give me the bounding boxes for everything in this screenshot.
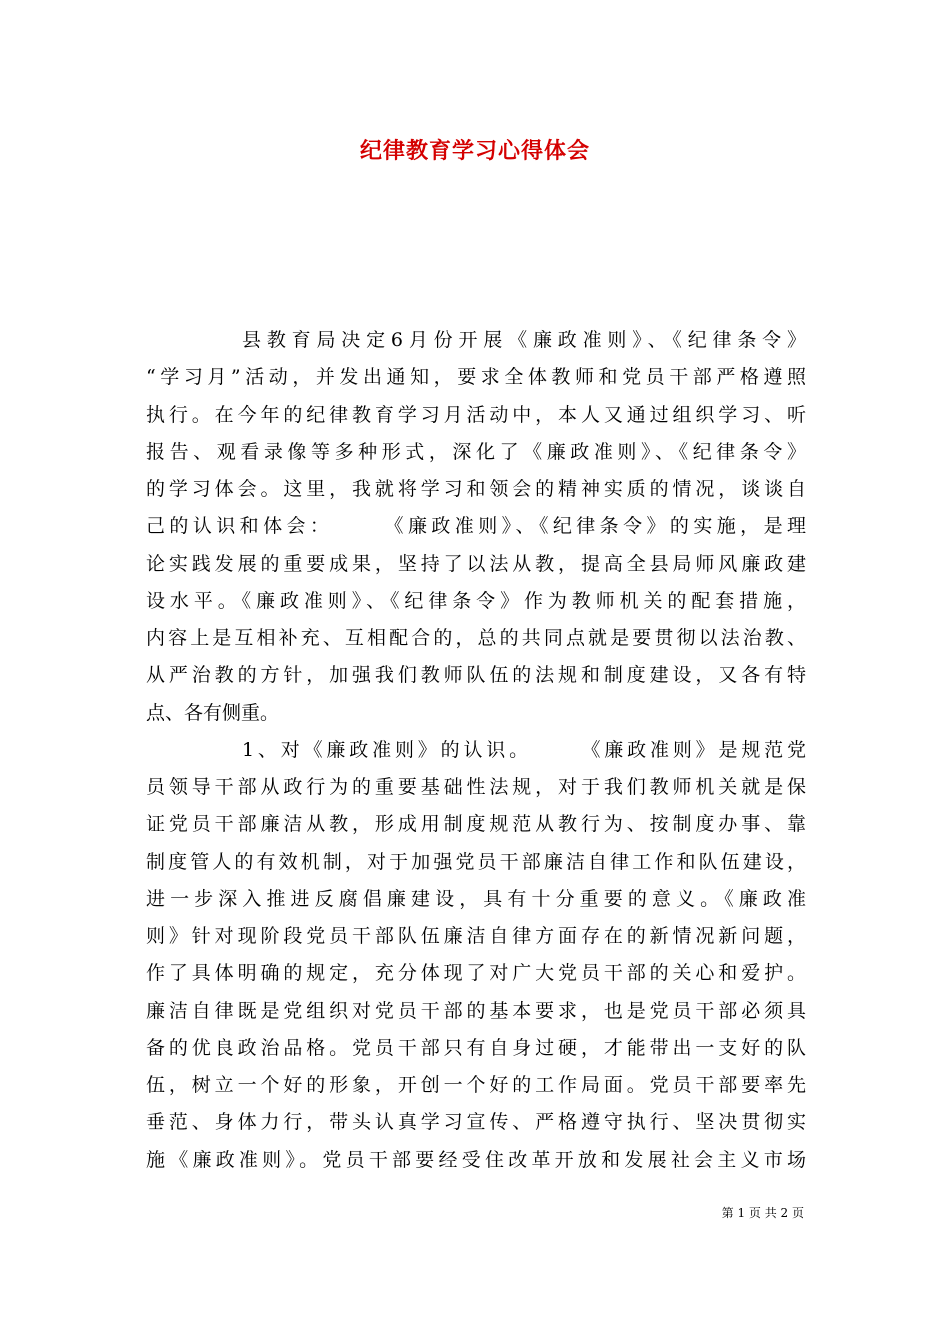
body-line: 进一步深入推进反腐倡廉建设，具有十分重要的意义。《廉政准	[146, 887, 806, 910]
body-line: 执行。在今年的纪律教育学习月活动中，本人又通过组织学习、听	[146, 403, 806, 426]
body-line: 论实践发展的重要成果，坚持了以法从教，提高全县局师风廉政建	[146, 552, 806, 575]
body-line: 内容上是互相补充、互相配合的，总的共同点就是要贯彻以法治教、	[146, 627, 806, 649]
body-line: 施《廉政准则》。党员干部要经受住改革开放和发展社会主义市场	[146, 1148, 806, 1171]
body-line: 员领导干部从政行为的重要基础性法规，对于我们教师机关就是保	[146, 776, 806, 798]
body-line: 的学习体会。这里，我就将学习和领会的精神实质的情况，谈谈自	[146, 478, 806, 500]
body-line: 证党员干部廉洁从教，形成用制度规范从教行为、按制度办事、靠	[146, 813, 806, 836]
body-line: 垂范、身体力行，带头认真学习宣传、严格遵守执行、坚决贯彻实	[146, 1111, 806, 1134]
document-body	[146, 322, 806, 1179]
body-line: 报告、观看录像等多种形式，深化了《廉政准则》、《纪律条令》	[146, 440, 806, 463]
body-line: 制度管人的有效机制，对于加强党员干部廉洁自律工作和队伍建设，	[146, 850, 806, 873]
body-line: 己的认识和体会： 《廉政准则》、《纪律条令》的实施，是理	[146, 515, 806, 538]
body-line: 1、对《廉政准则》的认识。 《廉政准则》是规范党	[242, 738, 806, 761]
body-line: “学习月”活动，并发出通知，要求全体教师和党员干部严格遵照	[146, 366, 806, 389]
body-line: 县教育局决定6月份开展《廉政准则》、《纪律条令》	[242, 329, 806, 351]
body-line: 点、各有侧重。	[146, 701, 280, 724]
body-line: 伍，树立一个好的形象，开创一个好的工作局面。党员干部要率先	[146, 1074, 806, 1096]
document-title: 纪律教育学习心得体会	[359, 138, 590, 164]
body-line: 备的优良政治品格。党员干部只有自身过硬，才能带出一支好的队	[146, 1036, 806, 1059]
body-line: 作了具体明确的规定，充分体现了对广大党员干部的关心和爱护。	[146, 962, 806, 985]
body-line: 则》针对现阶段党员干部队伍廉洁自律方面存在的新情况新问题，	[146, 925, 806, 947]
body-line: 廉洁自律既是党组织对党员干部的基本要求，也是党员干部必须具	[146, 999, 806, 1022]
body-line: 从严治教的方针，加强我们教师队伍的法规和制度建设，又各有特	[146, 664, 806, 687]
body-line: 设水平。《廉政准则》、《纪律条令》作为教师机关的配套措施，	[146, 589, 806, 612]
page-indicator: 第 1 页 共 2 页	[721, 1206, 804, 1220]
